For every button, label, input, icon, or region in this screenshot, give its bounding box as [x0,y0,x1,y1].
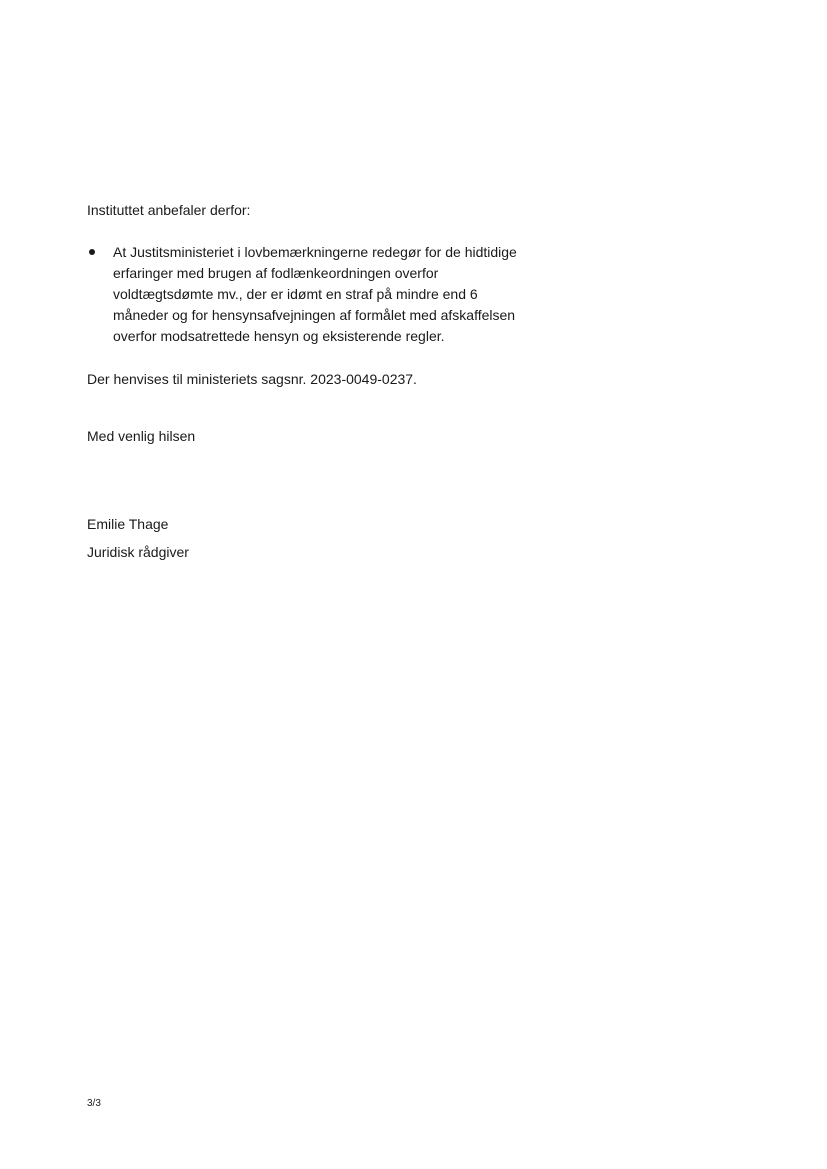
signatory-title: Juridisk rådgiver [87,544,189,560]
reference-paragraph: Der henvises til ministeriets sagsnr. 2023-0049-0237. [87,371,417,387]
recommendation-list [87,242,607,347]
recommendation-line: At Justitsministeriet i lovbemærkningerne redegør for de hidtidige [113,244,517,260]
intro-paragraph: Instituttet anbefaler derfor: [87,202,251,218]
recommendation-line: voldtægtsdømte mv., der er idømt en straf på mindre end 6 [113,286,478,302]
page-number: 3/3 [87,1098,101,1109]
bullet-icon [89,249,95,255]
recommendation-line: erfaringer med brugen af fodlænkeordningen overfor [113,265,439,281]
closing-greeting: Med venlig hilsen [87,428,196,444]
recommendation-line: overfor modsatrettede hensyn og eksisterende regler. [113,328,445,344]
signatory-name: Emilie Thage [87,516,169,532]
recommendation-line: måneder og for hensynsafvejningen af formålet med afskaffelsen [113,307,516,323]
recommendation-item [87,242,607,347]
